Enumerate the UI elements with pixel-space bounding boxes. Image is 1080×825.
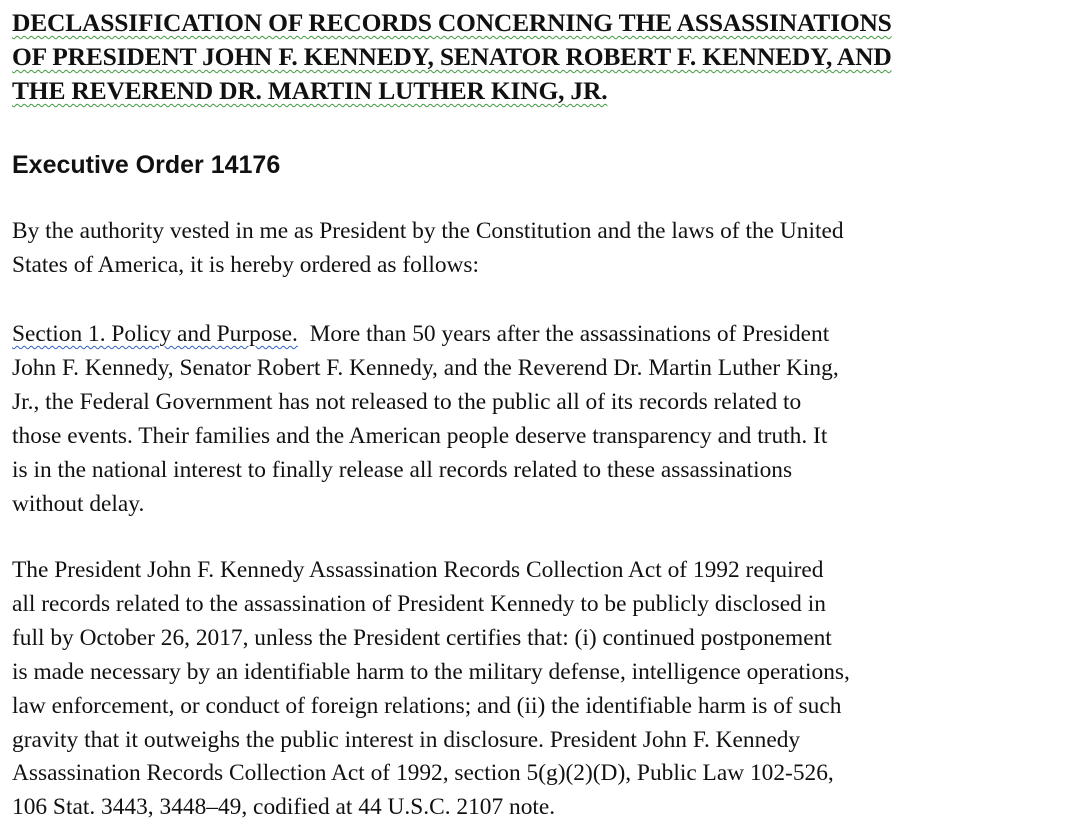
text-line: John F. Kennedy, Senator Robert F. Kennedy, and the Reverend Dr. Martin Luther King,	[12, 354, 839, 381]
preamble-paragraph	[12, 215, 1072, 283]
text-line: those events. Their families and the American people deserve transparency and truth. It	[12, 422, 828, 449]
text-line: 106 Stat. 3443, 3448–49, codified at 44 U.S.C. 2107 note.	[12, 794, 556, 821]
text-line: gravity that it outweighs the public interest in disclosure. President John F. Kennedy	[12, 726, 801, 753]
title-line: THE REVEREND DR. MARTIN LUTHER KING, JR.	[12, 76, 608, 105]
document-page	[12, 6, 1068, 821]
text-line: States of America, it is hereby ordered as follows:	[12, 251, 480, 278]
text-line: without delay.	[12, 490, 145, 517]
title-line: DECLASSIFICATION OF RECORDS CONCERNING THE ASSASSINATIONS	[12, 8, 892, 37]
text-line: The President John F. Kennedy Assassination Records Collection Act of 1992 required	[12, 557, 824, 583]
text-line: By the authority vested in me as President by the Constitution and the laws of the United	[12, 218, 844, 244]
text-line: Jr., the Federal Government has not released to the public all of its records related to	[12, 388, 802, 415]
section-1-paragraph	[12, 318, 1072, 521]
text-line: full by October 26, 2017, unless the President certifies that: (i) continued postponement	[12, 624, 832, 651]
section-1-label: Section 1. Policy and Purpose.	[12, 321, 298, 347]
text-line: Assassination Records Collection Act of 1992, section 5(g)(2)(D), Public Law 102-526,	[12, 760, 834, 787]
text-line: is in the national interest to finally release all records related to these assassinations	[12, 456, 793, 483]
title-line: OF PRESIDENT JOHN F. KENNEDY, SENATOR ROBERT F. KENNEDY, AND	[12, 42, 892, 71]
document-title	[12, 6, 1068, 108]
text-line: is made necessary by an identifiable harm to the military defense, intelligence operations,	[12, 658, 850, 685]
text-line: all records related to the assassination of President Kennedy to be publicly disclosed in	[12, 590, 826, 617]
executive-order-heading: Executive Order 14176	[12, 151, 281, 179]
section-1-first-line: More than 50 years after the assassinations of President	[297, 321, 830, 347]
text-line	[12, 318, 1072, 352]
text-line: law enforcement, or conduct of foreign relations; and (ii) the identifiable harm is of such	[12, 692, 842, 719]
records-act-paragraph	[12, 554, 1072, 825]
